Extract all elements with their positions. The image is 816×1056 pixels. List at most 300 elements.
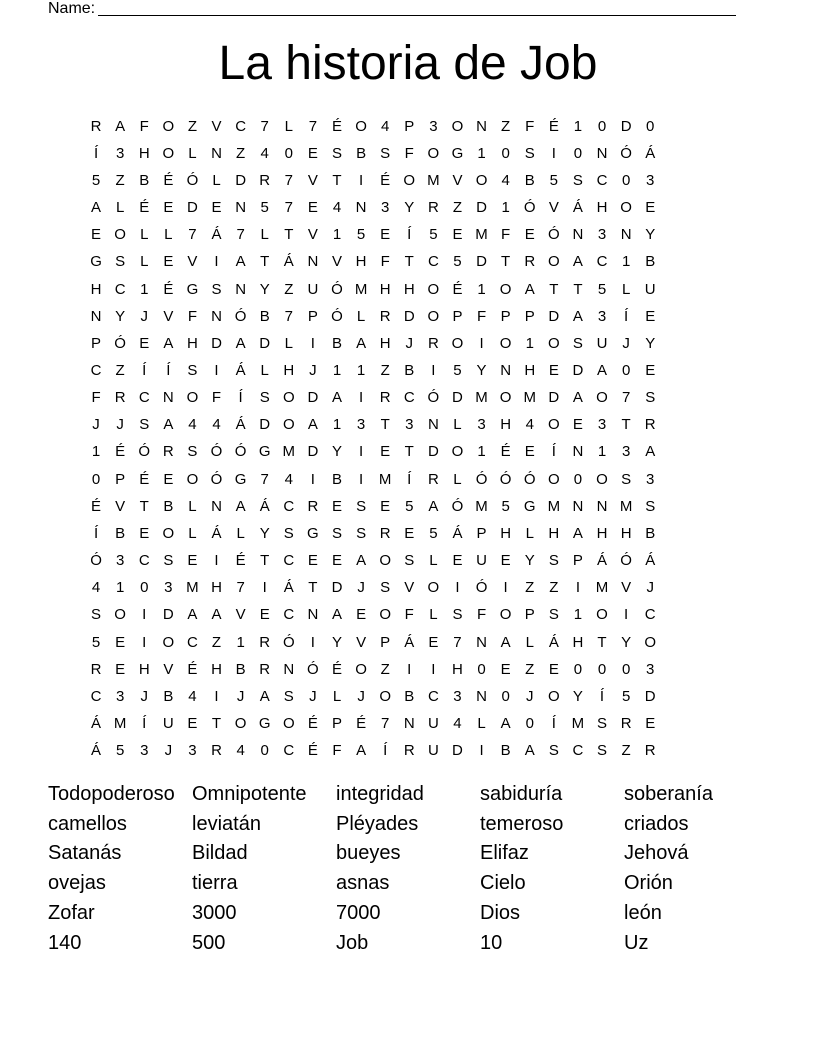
grid-letter: 3 [115,144,125,162]
grid-letter: 7 [260,117,269,135]
grid-letter: L [429,552,438,570]
grid-letter: Ó [620,552,632,570]
grid-letter: 0 [525,715,534,733]
grid-letter: 0 [501,687,510,705]
grid-letter: H [138,144,150,162]
word-list-item: Zofar [48,902,95,925]
grid-letter: N [403,715,415,733]
grid-letter: 1 [332,226,342,244]
grid-letter: L [212,171,221,189]
grid-letter: M [595,579,609,597]
word-list-item: leviatán [192,812,261,835]
grid-letter: Ó [427,389,440,407]
grid-letter: É [115,443,126,461]
grid-letter: E [259,606,270,624]
grid-letter: E [307,144,318,162]
grid-letter: O [403,171,416,189]
grid-letter: U [427,742,439,760]
grid-letter: J [236,687,245,705]
grid-letter: 0 [573,144,583,162]
grid-letter: 3 [164,579,173,597]
grid-letter: Z [621,742,631,760]
grid-letter: D [187,199,198,217]
grid-letter: A [524,280,535,298]
grid-letter: D [452,742,463,760]
grid-letter: N [572,497,584,515]
grid-letter: O [282,416,295,434]
grid-letter: O [596,389,608,407]
grid-letter: Z [525,579,535,597]
grid-letter: Y [404,199,415,217]
word-list-item: Satanás [48,842,122,865]
grid-letter: O [282,715,295,733]
word-list-item: sabiduría [480,782,563,805]
grid-letter: Í [238,389,243,407]
grid-letter: I [431,361,436,379]
grid-letter: Y [259,280,270,298]
grid-letter: E [645,307,656,325]
grid-letter: I [358,171,364,189]
grid-letter: 1 [332,416,342,434]
grid-letter: O [162,117,175,135]
grid-letter: L [332,687,342,705]
grid-letter: 5 [260,199,269,217]
grid-letter: Ó [282,633,295,651]
grid-letter: É [163,280,174,298]
name-label: Name: [48,0,96,17]
word-list-item: Cielo [480,872,526,895]
grid-letter: I [551,144,556,162]
grid-letter: É [307,715,318,733]
grid-letter: B [115,524,126,542]
grid-row [84,276,735,303]
grid-letter: Z [236,144,246,162]
grid-letter: 1 [236,633,245,651]
grid-letter: R [427,199,439,217]
word-list-item: Job [336,931,369,954]
word-list-item: Elifaz [480,842,529,865]
grid-letter: D [259,416,271,434]
grid-letter: Z [501,117,511,135]
grid-letter: S [259,389,270,407]
grid-letter: É [548,117,559,135]
grid-letter: D [307,389,319,407]
word-list-item: asnas [336,872,390,895]
grid-letter: M [186,579,199,597]
grid-letter: J [622,334,630,352]
grid-letter: A [597,361,608,379]
grid-letter: S [91,606,102,624]
grid-letter: 5 [429,226,438,244]
grid-letter: L [525,524,534,542]
grid-letter: O [499,334,512,352]
grid-letter: Z [187,117,197,135]
grid-letter: O [186,470,199,488]
grid-letter: O [547,416,560,434]
grid-letter: N [476,633,487,651]
grid-row [84,194,735,221]
grid-letter: M [354,280,368,298]
word-list-item: Bildad [192,842,248,865]
grid-letter: Á [645,144,656,162]
grid-letter: G [234,470,247,488]
grid-letter: L [260,361,269,379]
grid-letter: Á [404,633,415,651]
grid-letter: D [211,334,222,352]
grid-letter: 1 [525,334,534,352]
grid-letter: Ó [475,470,488,488]
grid-letter: D [572,361,584,379]
grid-letter: Z [452,199,463,217]
grid-letter: M [282,443,296,461]
grid-letter: 5 [91,633,101,651]
grid-letter: S [548,606,559,624]
grid-letter: E [187,715,198,733]
grid-letter: O [355,117,367,135]
grid-letter: A [91,199,102,217]
word-list-item: 500 [192,931,226,954]
grid-letter: J [357,687,365,705]
grid-letter: N [235,199,247,217]
word-list-item: camellos [48,812,127,835]
word-list-item: 10 [480,931,503,954]
grid-letter: Í [93,144,99,162]
word-list-item: 3000 [192,902,237,925]
grid-letter: O [451,117,464,135]
grid-letter: A [524,742,535,760]
grid-row [84,683,735,710]
grid-letter: R [524,253,536,271]
grid-letter: T [332,171,342,189]
grid-letter: A [356,334,367,352]
grid-letter: J [116,416,124,434]
grid-letter: S [283,524,294,542]
grid-letter: 1 [501,199,510,217]
grid-letter: Y [115,307,126,325]
grid-letter: 3 [646,660,655,678]
grid-letter: D [548,389,560,407]
grid-letter: É [139,199,150,217]
grid-letter: L [284,117,293,135]
grid-row [84,113,735,140]
grid-letter: A [645,443,656,461]
grid-letter: Í [407,470,412,488]
grid-letter: V [115,497,126,515]
grid-letter: Ó [234,307,247,325]
grid-letter: R [259,660,271,678]
grid-letter: 3 [621,443,631,461]
word-list-item: tierra [192,872,238,895]
grid-letter: Á [235,416,246,434]
grid-letter: L [188,524,197,542]
grid-letter: Ó [114,334,126,352]
grid-row [84,656,735,683]
grid-letter: A [500,633,511,651]
grid-letter: T [404,443,414,461]
grid-letter: S [597,715,608,733]
grid-letter: C [596,253,608,271]
grid-letter: Ó [90,552,102,570]
word-list-item: criados [624,812,689,835]
grid-letter: F [139,117,149,135]
grid-letter: M [571,715,585,733]
grid-row [84,140,735,167]
grid-letter: O [499,389,512,407]
grid-letter: J [164,742,173,760]
grid-letter: M [378,470,392,488]
grid-letter: E [356,606,367,624]
grid-letter: P [307,307,318,325]
grid-letter: P [115,470,126,488]
grid-letter: O [547,334,560,352]
grid-letter: 1 [621,253,631,271]
grid-letter: S [115,253,126,271]
grid-letter: B [163,687,174,705]
grid-letter: D [307,443,319,461]
grid-letter: C [235,117,247,135]
grid-letter: 7 [260,470,269,488]
grid-letter: Y [259,524,270,542]
grid-letter: L [621,280,631,298]
grid-letter: M [619,497,633,515]
grid-letter: R [427,470,439,488]
grid-letter: O [644,633,657,651]
grid-letter: V [187,253,198,271]
name-underline[interactable] [98,0,736,16]
grid-letter: Í [407,226,412,244]
grid-letter: C [90,361,102,379]
grid-letter: P [91,334,102,352]
grid-letter: Í [142,361,147,379]
word-list-item: Jehová [624,842,689,865]
grid-letter: Z [115,361,125,379]
grid-letter: A [572,524,583,542]
word-list-item: Todopoderoso [48,782,175,805]
grid-letter: E [524,443,535,461]
grid-letter: Ó [138,443,151,461]
grid-letter: S [163,552,174,570]
grid-letter: É [187,660,198,678]
grid-letter: N [427,416,439,434]
grid-letter: N [211,307,222,325]
grid-letter: S [211,280,222,298]
grid-letter: O [451,443,464,461]
grid-letter: O [547,687,560,705]
grid-letter: 1 [477,144,486,162]
grid-letter: E [307,199,318,217]
grid-letter: 3 [477,416,486,434]
grid-letter: 4 [212,416,221,434]
grid-letter: 7 [236,579,245,597]
grid-letter: H [596,524,608,542]
grid-letter: 7 [453,633,462,651]
grid-letter: I [142,633,147,651]
grid-letter: I [479,334,484,352]
grid-letter: S [524,144,535,162]
grid-letter: B [139,171,150,189]
grid-letter: Ó [620,144,632,162]
grid-letter: V [404,579,415,597]
page-title: La historia de Job [218,37,598,90]
grid-letter: 4 [501,171,510,189]
grid-letter: O [620,199,632,217]
grid-letter: Z [380,361,390,379]
grid-letter: Í [551,443,556,461]
word-list-item: Uz [624,931,649,954]
grid-letter: I [310,633,315,651]
grid-letter: N [162,389,174,407]
grid-letter: E [404,524,415,542]
grid-letter: F [476,606,487,624]
grid-letter: I [479,742,484,760]
grid-letter: T [380,416,390,434]
grid-letter: D [162,606,174,624]
grid-letter: H [452,660,463,678]
grid-letter: É [235,552,246,570]
grid-letter: T [501,253,511,271]
grid-row [84,412,735,439]
grid-letter: C [427,253,439,271]
grid-letter: É [163,171,174,189]
grid-letter: Á [259,497,270,515]
grid-letter: I [624,606,629,624]
grid-letter: 3 [115,687,125,705]
grid-letter: G [451,144,464,162]
word-list-item: Pléyades [336,812,419,835]
word-list-row [48,928,768,958]
grid-letter: S [187,361,198,379]
grid-letter: 3 [188,742,197,760]
grid-letter: J [357,579,365,597]
grid-letter: G [186,280,199,298]
grid-letter: L [525,633,534,651]
grid-letter: S [452,606,463,624]
grid-letter: 0 [140,579,149,597]
grid-letter: D [259,334,271,352]
grid-letter: L [260,226,269,244]
grid-letter: E [163,470,174,488]
grid-letter: R [90,660,102,678]
grid-letter: A [187,606,198,624]
grid-letter: O [162,524,175,542]
grid-letter: R [644,416,656,434]
grid-letter: 3 [597,416,607,434]
grid-letter: A [211,606,222,624]
grid-row [84,738,735,765]
grid-letter: R [259,633,271,651]
grid-letter: J [309,687,317,705]
grid-row [84,330,735,357]
grid-letter: R [90,117,102,135]
grid-letter: É [91,497,102,515]
grid-letter: R [114,389,126,407]
grid-letter: L [140,253,149,271]
grid-letter: S [548,742,559,760]
grid-letter: É [139,470,150,488]
grid-letter: O [114,226,126,244]
grid-letter: H [211,660,222,678]
grid-letter: S [380,579,391,597]
grid-letter: 3 [646,171,655,189]
grid-letter: 4 [188,416,197,434]
grid-letter: U [162,715,174,733]
grid-letter: V [235,606,246,624]
grid-letter: 7 [381,715,390,733]
grid-letter: O [234,715,247,733]
grid-letter: H [500,524,512,542]
grid-letter: É [500,443,511,461]
grid-letter: O [282,389,295,407]
grid-letter: 4 [525,416,534,434]
grid-letter: Ó [451,497,464,515]
grid-letter: H [596,199,608,217]
grid-letter: I [503,579,508,597]
grid-letter: Í [624,307,629,325]
grid-letter: H [548,524,560,542]
grid-row [84,249,735,276]
grid-letter: E [380,443,391,461]
grid-letter: J [140,307,148,325]
grid-letter: N [476,687,487,705]
grid-letter: B [404,687,415,705]
grid-letter: E [307,552,318,570]
grid-letter: P [524,606,535,624]
grid-letter: E [645,361,656,379]
grid-letter: T [260,253,270,271]
word-list-item: integridad [336,782,424,805]
grid-letter: B [163,497,174,515]
grid-letter: H [403,280,415,298]
grid-letter: F [380,253,390,271]
grid-letter: H [379,334,391,352]
grid-letter: U [644,280,656,298]
grid-letter: F [211,389,222,407]
grid-letter: C [138,389,150,407]
grid-letter: Ó [186,171,199,189]
word-search-grid [84,113,735,765]
grid-letter: S [139,416,150,434]
grid-letter: C [187,633,198,651]
grid-letter: A [572,389,583,407]
grid-letter: T [211,715,222,733]
grid-letter: 0 [573,660,583,678]
grid-letter: 7 [188,226,197,244]
grid-letter: E [572,416,583,434]
word-list-item: león [624,902,662,925]
grid-letter: B [500,742,511,760]
grid-letter: E [115,660,126,678]
grid-letter: 5 [621,687,631,705]
grid-letter: V [163,307,174,325]
grid-letter: Ó [210,443,223,461]
grid-letter: Á [91,742,102,760]
grid-letter: Ó [547,226,560,244]
grid-letter: N [235,280,247,298]
grid-letter: E [115,633,126,651]
grid-letter: C [283,552,295,570]
grid-letter: H [379,280,391,298]
grid-letter: J [525,687,534,705]
grid-letter: 0 [597,117,607,135]
grid-letter: Y [621,633,632,651]
grid-letter: É [356,715,367,733]
grid-letter: O [499,606,512,624]
grid-letter: I [142,606,147,624]
grid-letter: O [379,687,391,705]
word-list-row [48,868,768,898]
name-field[interactable] [48,0,748,22]
grid-letter: G [307,524,319,542]
